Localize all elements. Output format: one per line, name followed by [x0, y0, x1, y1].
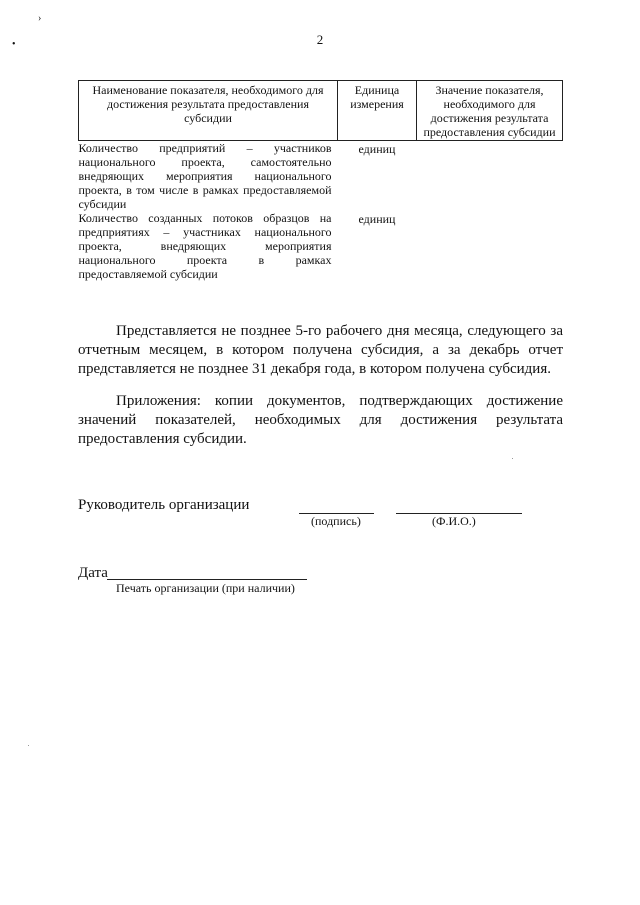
head-of-organization-label: Руководитель организации: [78, 497, 250, 513]
date-line: [107, 579, 307, 580]
deadline-text: Представляется не позднее 5-го рабочего дня месяца, следующего за отчетным месяцем, в котором получена субсидия, а за декабрь отчет представляется не позднее 31 декабря года, в котором получена субсидия.: [78, 323, 563, 377]
indicator-unit: единиц: [358, 212, 396, 226]
attachments-text: Приложения: копии документов, подтверждающих достижение значений показателей, необходимых для достижения результата предоставления субсидии.: [78, 393, 563, 447]
header-unit: Единица измерения: [338, 81, 417, 141]
scan-mark: ›: [38, 13, 42, 24]
indicator-name: Количество созданных потоков образцов на предприятиях – участниках национального проекта, внедряющих мероприятия национального проекта в рамках предоставляемой субсидии: [78, 211, 332, 281]
indicator-value: [417, 141, 563, 212]
date-label: Дата: [78, 565, 108, 581]
table-row: [79, 211, 563, 281]
deadline-paragraph: [78, 322, 563, 379]
indicator-unit: единиц: [358, 142, 396, 156]
attachments-paragraph: [78, 392, 563, 449]
signature-caption: (подпись): [311, 514, 361, 528]
scan-mark: [28, 745, 29, 746]
indicator-value: [417, 211, 563, 281]
indicators-table: [78, 80, 563, 281]
scan-mark: •: [12, 39, 16, 50]
header-indicator-value: Значение показателя, необходимого для достижения результата предоставления субсидии: [417, 81, 563, 141]
indicator-name: Количество предприятий – участников национального проекта, самостоятельно внедряющих мероприятия национального проекта, в том числе в рамках предоставляемой субсидии: [78, 141, 332, 211]
table-row: [79, 141, 563, 212]
header-indicator-name: Наименование показателя, необходимого для достижения результата предоставления субсидии: [79, 81, 338, 141]
full-name-caption: (Ф.И.О.): [432, 514, 476, 528]
table-header-row: [79, 81, 563, 141]
scan-mark: [512, 458, 513, 459]
stamp-caption: Печать организации (при наличии): [116, 581, 295, 595]
page-number: 2: [316, 32, 324, 47]
